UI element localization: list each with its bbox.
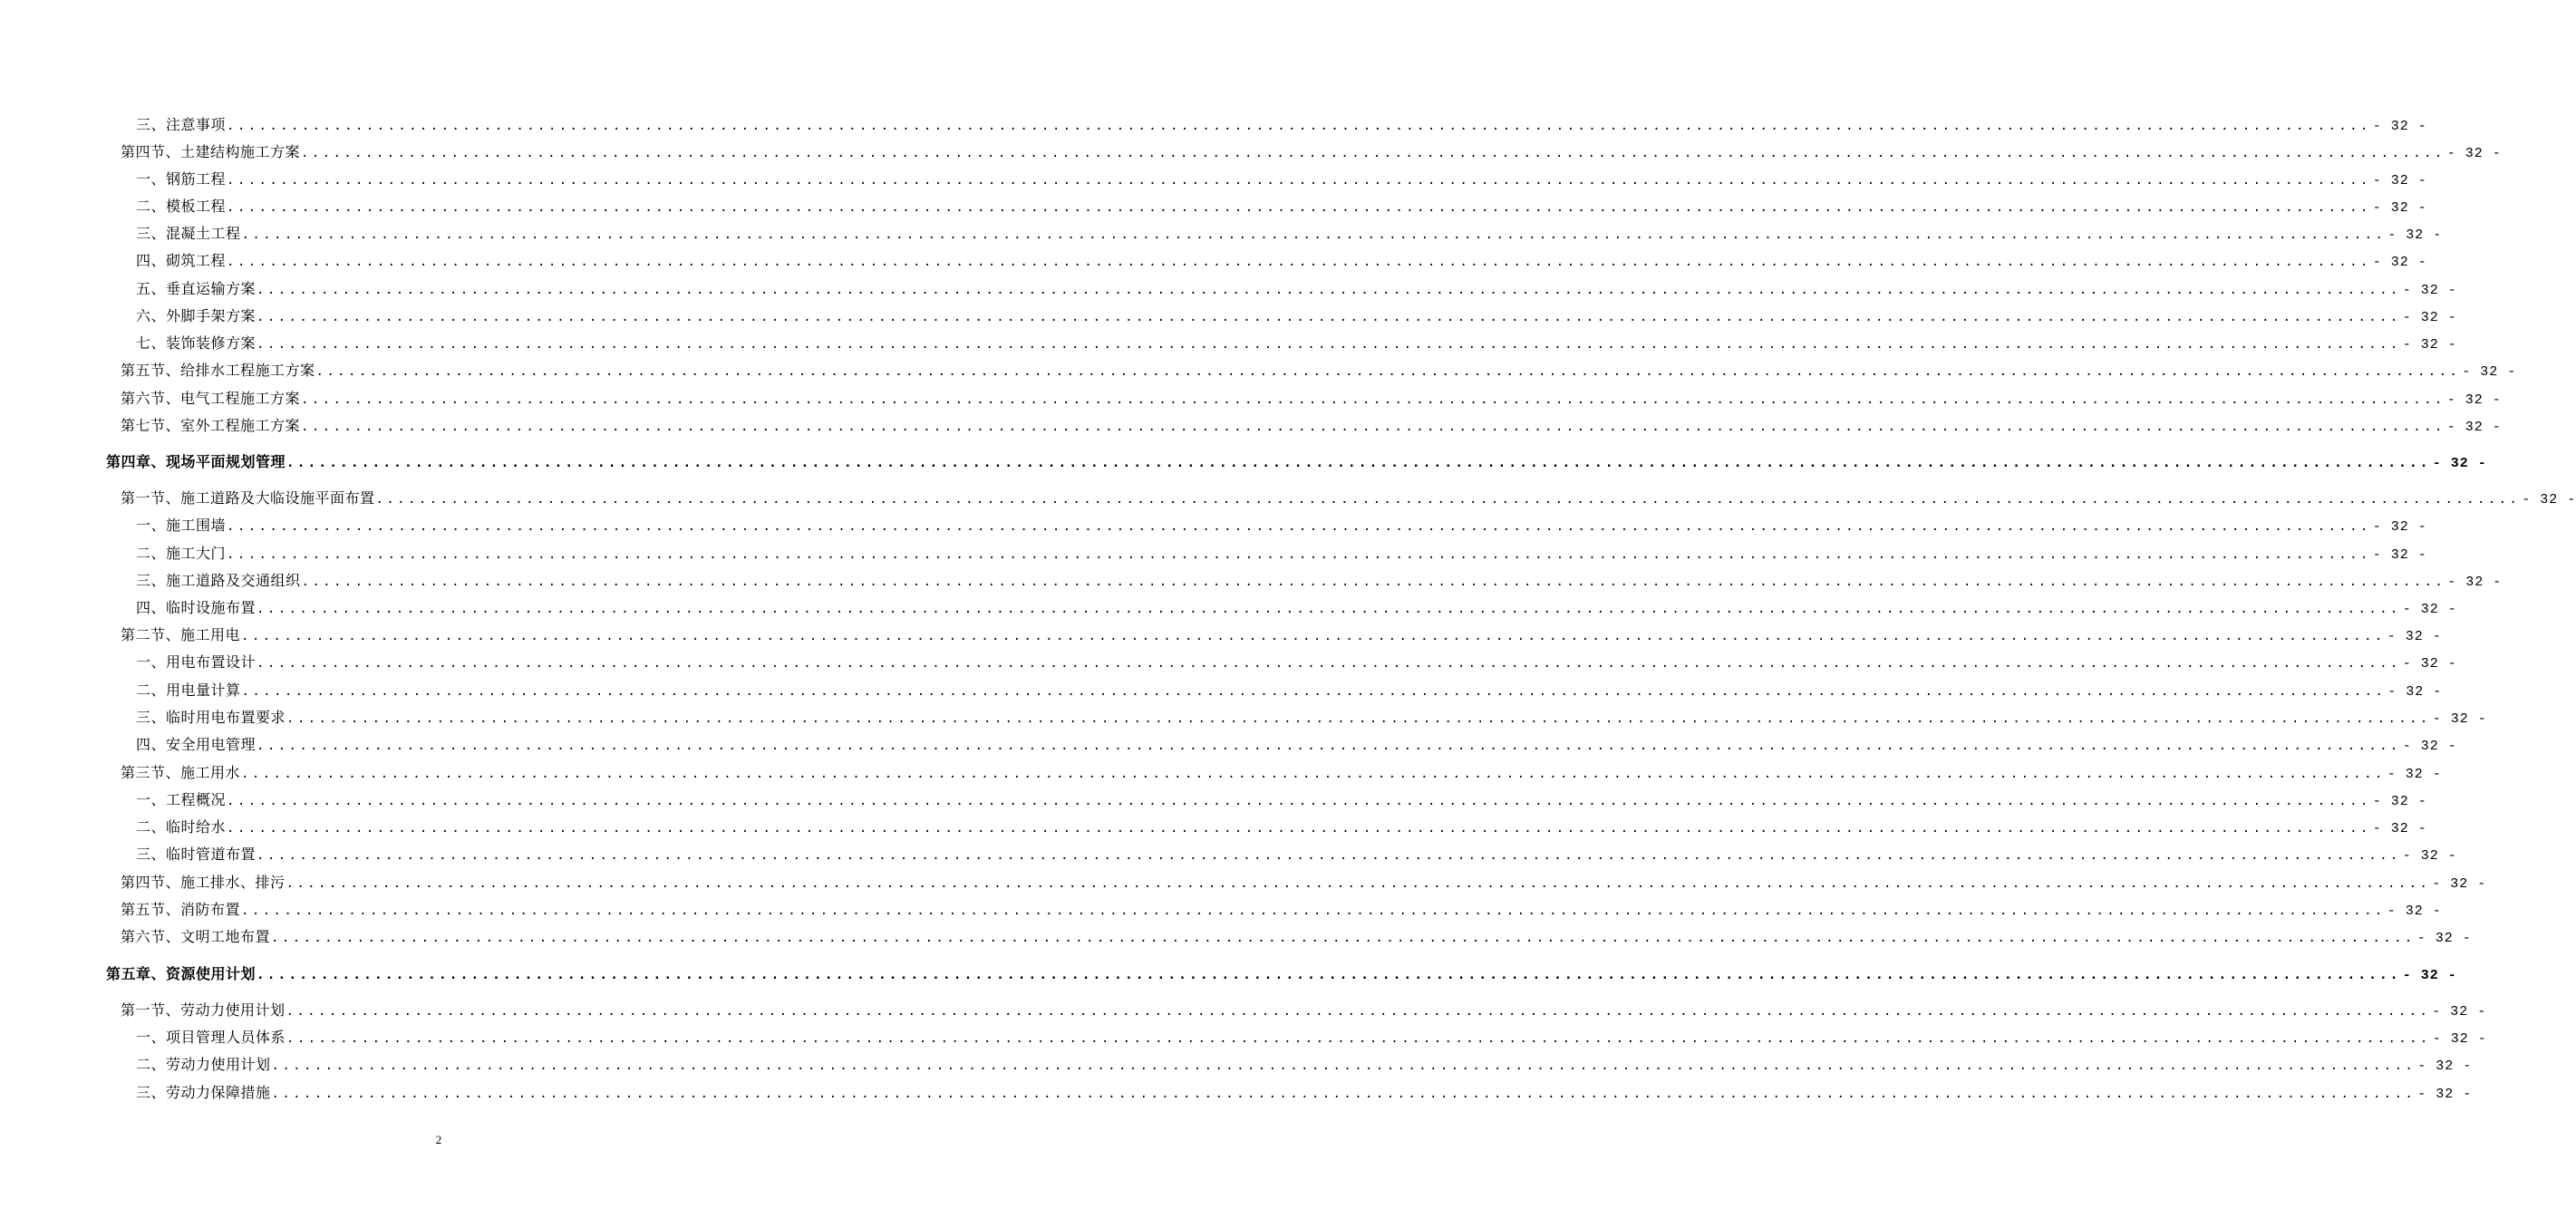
toc-entry-item[interactable] — [136, 817, 2427, 839]
toc-entry-item[interactable] — [136, 169, 2427, 191]
toc-entry-title: 一、钢筋工程 — [136, 170, 227, 188]
page-number: 2 — [435, 1133, 442, 1146]
toc-entry-item[interactable] — [136, 681, 2443, 702]
toc-entry-page-number: - 32 - — [2402, 310, 2457, 325]
toc-entry-page-number: - 32 - — [2447, 575, 2503, 590]
toc-dot-leader: ........................................................................................................................................................................................................ — [227, 821, 2371, 836]
toc-entry-section[interactable] — [121, 873, 2487, 894]
toc-entry-chapter[interactable] — [106, 964, 2457, 986]
toc-entry-item[interactable] — [136, 279, 2457, 301]
toc-entry-item[interactable] — [136, 334, 2457, 355]
toc-entry-item[interactable] — [136, 544, 2427, 566]
toc-entry-page-number: - 32 - — [2462, 364, 2517, 380]
toc-entry-page-number: - 32 - — [2372, 519, 2427, 535]
toc-entry-title: 一、工程概况 — [136, 791, 227, 808]
toc-dot-leader: ........................................................................................................................................................................................................ — [271, 931, 2416, 945]
toc-entry-page-number: - 32 - — [2372, 200, 2427, 216]
toc-entry-page-number: - 32 - — [2432, 711, 2487, 727]
toc-entry-title: 三、混凝土工程 — [136, 225, 241, 242]
toc-entry-title: 第四节、施工排水、排污 — [121, 874, 286, 891]
toc-entry-item[interactable] — [136, 251, 2427, 273]
toc-entry-item[interactable] — [136, 598, 2457, 620]
toc-entry-page-number: - 32 - — [2372, 547, 2427, 563]
toc-dot-leader: ........................................................................................................................................................................................................ — [257, 739, 2401, 753]
toc-dot-leader: ........................................................................................................................................................................................................ — [241, 767, 2386, 781]
toc-entry-title: 七、装饰装修方案 — [136, 334, 257, 352]
toc-entry-page-number: - 32 - — [2402, 656, 2457, 672]
toc-entry-title: 第七节、室外工程施工方案 — [121, 417, 301, 434]
toc-dot-leader: ........................................................................................................................................................................................................ — [227, 547, 2371, 562]
toc-dot-leader: ........................................................................................................................................................................................................ — [241, 629, 2386, 643]
toc-entry-title: 第六节、电气工程施工方案 — [121, 390, 301, 407]
toc-entry-page-number: - 32 - — [2387, 684, 2443, 700]
toc-entry-page-number: - 32 - — [2417, 1058, 2473, 1074]
toc-entry-item[interactable] — [136, 708, 2487, 730]
toc-dot-leader: ........................................................................................................................................................................................................ — [257, 602, 2401, 616]
toc-entry-item[interactable] — [136, 652, 2457, 674]
toc-dot-leader: ........................................................................................................................................................................................................ — [241, 904, 2386, 918]
toc-dot-leader: ........................................................................................................................................................................................................ — [257, 848, 2401, 863]
toc-entry-item[interactable] — [136, 306, 2457, 328]
toc-entry-item[interactable] — [136, 115, 2427, 137]
toc-dot-leader: ........................................................................................................................................................................................................ — [241, 227, 2387, 242]
toc-entry-item[interactable] — [136, 845, 2457, 866]
toc-entry-page-number: - 32 - — [2372, 173, 2427, 188]
toc-entry-page-number: - 32 - — [2387, 629, 2442, 644]
toc-entry-page-number: - 32 - — [2372, 119, 2427, 134]
toc-entry-title: 第一节、劳动力使用计划 — [121, 1001, 286, 1019]
toc-entry-section[interactable] — [121, 488, 2576, 510]
toc-entry-page-number: - 32 - — [2416, 931, 2472, 946]
toc-entry-page-number: - 32 - — [2372, 255, 2427, 270]
toc-entry-chapter[interactable] — [106, 452, 2487, 474]
toc-entry-title: 三、施工道路及交通组织 — [136, 572, 301, 589]
toc-entry-title: 二、施工大门 — [136, 545, 227, 562]
toc-entry-item[interactable] — [136, 571, 2503, 593]
toc-entry-page-number: - 32 - — [2387, 227, 2443, 243]
toc-entry-title: 五、垂直运输方案 — [136, 280, 257, 297]
toc-entry-title: 六、外脚手架方案 — [136, 307, 257, 324]
toc-entry-title: 三、临时管道布置 — [136, 846, 257, 863]
toc-entry-title: 四、临时设施布置 — [136, 599, 257, 616]
toc-entry-section[interactable] — [121, 389, 2502, 411]
toc-dot-leader: ........................................................................................................................................................................................................ — [257, 656, 2401, 671]
toc-entry-title: 二、劳动力使用计划 — [136, 1056, 271, 1073]
toc-dot-leader: ........................................................................................................................................................................................................ — [301, 146, 2445, 160]
toc-dot-leader: ........................................................................................................................................................................................................ — [286, 711, 2431, 726]
toc-dot-leader: ........................................................................................................................................................................................................ — [227, 200, 2371, 215]
toc-dot-leader: ........................................................................................................................................................................................................ — [301, 575, 2446, 589]
toc-entry-title: 第二节、施工用电 — [121, 626, 241, 643]
toc-entry-page-number: - 32 - — [2432, 1004, 2487, 1020]
toc-dot-leader: ........................................................................................................................................................................................................ — [241, 684, 2387, 699]
toc-entry-page-number: - 32 - — [2432, 456, 2487, 471]
toc-entry-title: 第六节、文明工地布置 — [121, 928, 271, 945]
toc-dot-leader: ........................................................................................................................................................................................................ — [227, 119, 2371, 133]
toc-entry-title: 第一节、施工道路及大临设施平面布置 — [121, 489, 375, 507]
toc-entry-page-number: - 32 - — [2387, 904, 2442, 919]
toc-entry-title: 四、砌筑工程 — [136, 252, 227, 269]
toc-entry-title: 一、用电布置设计 — [136, 653, 257, 671]
toc-entry-section[interactable] — [121, 361, 2517, 382]
toc-entry-page-number: - 32 - — [2522, 492, 2576, 508]
toc-entry-page-number: - 32 - — [2446, 146, 2502, 161]
toc-entry-page-number: - 32 - — [2402, 283, 2457, 298]
toc-dot-leader: ........................................................................................................................................................................................................ — [271, 1058, 2416, 1073]
toc-entry-title: 一、项目管理人员体系 — [136, 1029, 286, 1046]
toc-dot-leader: ........................................................................................................................................................................................................ — [257, 310, 2401, 324]
toc-dot-leader: ........................................................................................................................................................................................................ — [286, 456, 2431, 470]
toc-dot-leader: ........................................................................................................................................................................................................ — [257, 968, 2401, 982]
toc-entry-page-number: - 32 - — [2387, 767, 2442, 782]
toc-entry-item[interactable] — [136, 1055, 2473, 1077]
toc-entry-item[interactable] — [136, 790, 2427, 812]
toc-entry-page-number: - 32 - — [2402, 968, 2457, 983]
toc-entry-page-number: - 32 - — [2402, 337, 2457, 353]
toc-entry-title: 二、模板工程 — [136, 198, 227, 215]
toc-entry-title: 四、安全用电管理 — [136, 736, 257, 753]
toc-entry-section[interactable] — [121, 900, 2442, 922]
toc-entry-page-number: - 32 - — [2432, 1031, 2487, 1047]
toc-entry-item[interactable] — [136, 197, 2427, 218]
toc-entry-section[interactable] — [121, 416, 2502, 438]
toc-dot-leader: ........................................................................................................................................................................................................ — [375, 492, 2521, 507]
toc-entry-section[interactable] — [121, 1000, 2487, 1022]
toc-entry-page-number: - 32 - — [2372, 821, 2427, 836]
toc-entry-title: 第五章、资源使用计划 — [106, 965, 257, 982]
toc-entry-page-number: - 32 - — [2372, 794, 2427, 809]
toc-entry-title: 第五节、给排水工程施工方案 — [121, 362, 315, 379]
toc-entry-title: 三、临时用电布置要求 — [136, 709, 286, 726]
toc-dot-leader: ........................................................................................................................................................................................................ — [227, 173, 2371, 188]
toc-entry-title: 第三节、施工用水 — [121, 764, 241, 781]
toc-entry-section[interactable] — [121, 142, 2502, 164]
toc-entry-title: 一、施工围墙 — [136, 517, 227, 534]
toc-dot-leader: ........................................................................................................................................................................................................ — [286, 1031, 2431, 1046]
toc-entry-title: 第四章、现场平面规划管理 — [106, 453, 286, 470]
toc-entry-page-number: - 32 - — [2432, 876, 2487, 892]
toc-entry-title: 二、用电量计算 — [136, 682, 241, 699]
toc-entry-page-number: - 32 - — [2417, 1087, 2473, 1102]
toc-dot-leader: ........................................................................................................................................................................................................ — [286, 876, 2431, 891]
toc-dot-leader: ........................................................................................................................................................................................................ — [257, 337, 2401, 352]
toc-dot-leader: ........................................................................................................................................................................................................ — [257, 283, 2401, 297]
toc-entry-title: 第四节、土建结构施工方案 — [121, 143, 301, 160]
toc-entry-item[interactable] — [136, 1028, 2487, 1049]
toc-entry-title: 第五节、消防布置 — [121, 901, 241, 918]
toc-entry-page-number: - 32 - — [2446, 392, 2502, 408]
toc-entry-title: 三、劳动力保障措施 — [136, 1084, 271, 1101]
toc-dot-leader: ........................................................................................................................................................................................................ — [227, 255, 2371, 269]
toc-entry-section[interactable] — [121, 927, 2472, 949]
toc-entry-page-number: - 32 - — [2402, 848, 2457, 864]
toc-dot-leader: ........................................................................................................................................................................................................ — [286, 1004, 2431, 1019]
toc-dot-leader: ........................................................................................................................................................................................................ — [301, 392, 2445, 407]
toc-entry-item[interactable] — [136, 224, 2443, 246]
toc-entry-page-number: - 32 - — [2402, 602, 2457, 617]
toc-dot-leader: ........................................................................................................................................................................................................ — [271, 1087, 2416, 1101]
toc-dot-leader: ........................................................................................................................................................................................................ — [315, 364, 2461, 379]
toc-entry-title: 三、注意事项 — [136, 116, 227, 133]
toc-entry-page-number: - 32 - — [2402, 739, 2457, 754]
toc-dot-leader: ........................................................................................................................................................................................................ — [301, 420, 2445, 434]
toc-entry-section[interactable] — [121, 763, 2442, 785]
toc-entry-item[interactable] — [136, 735, 2457, 757]
toc-entry-item[interactable] — [136, 516, 2427, 537]
toc-entry-item[interactable] — [136, 1083, 2473, 1105]
toc-entry-page-number: - 32 - — [2446, 420, 2502, 435]
toc-dot-leader: ........................................................................................................................................................................................................ — [227, 519, 2371, 534]
toc-entry-title: 二、临时给水 — [136, 818, 227, 836]
toc-entry-section[interactable] — [121, 625, 2442, 647]
toc-dot-leader: ........................................................................................................................................................................................................ — [227, 794, 2371, 808]
